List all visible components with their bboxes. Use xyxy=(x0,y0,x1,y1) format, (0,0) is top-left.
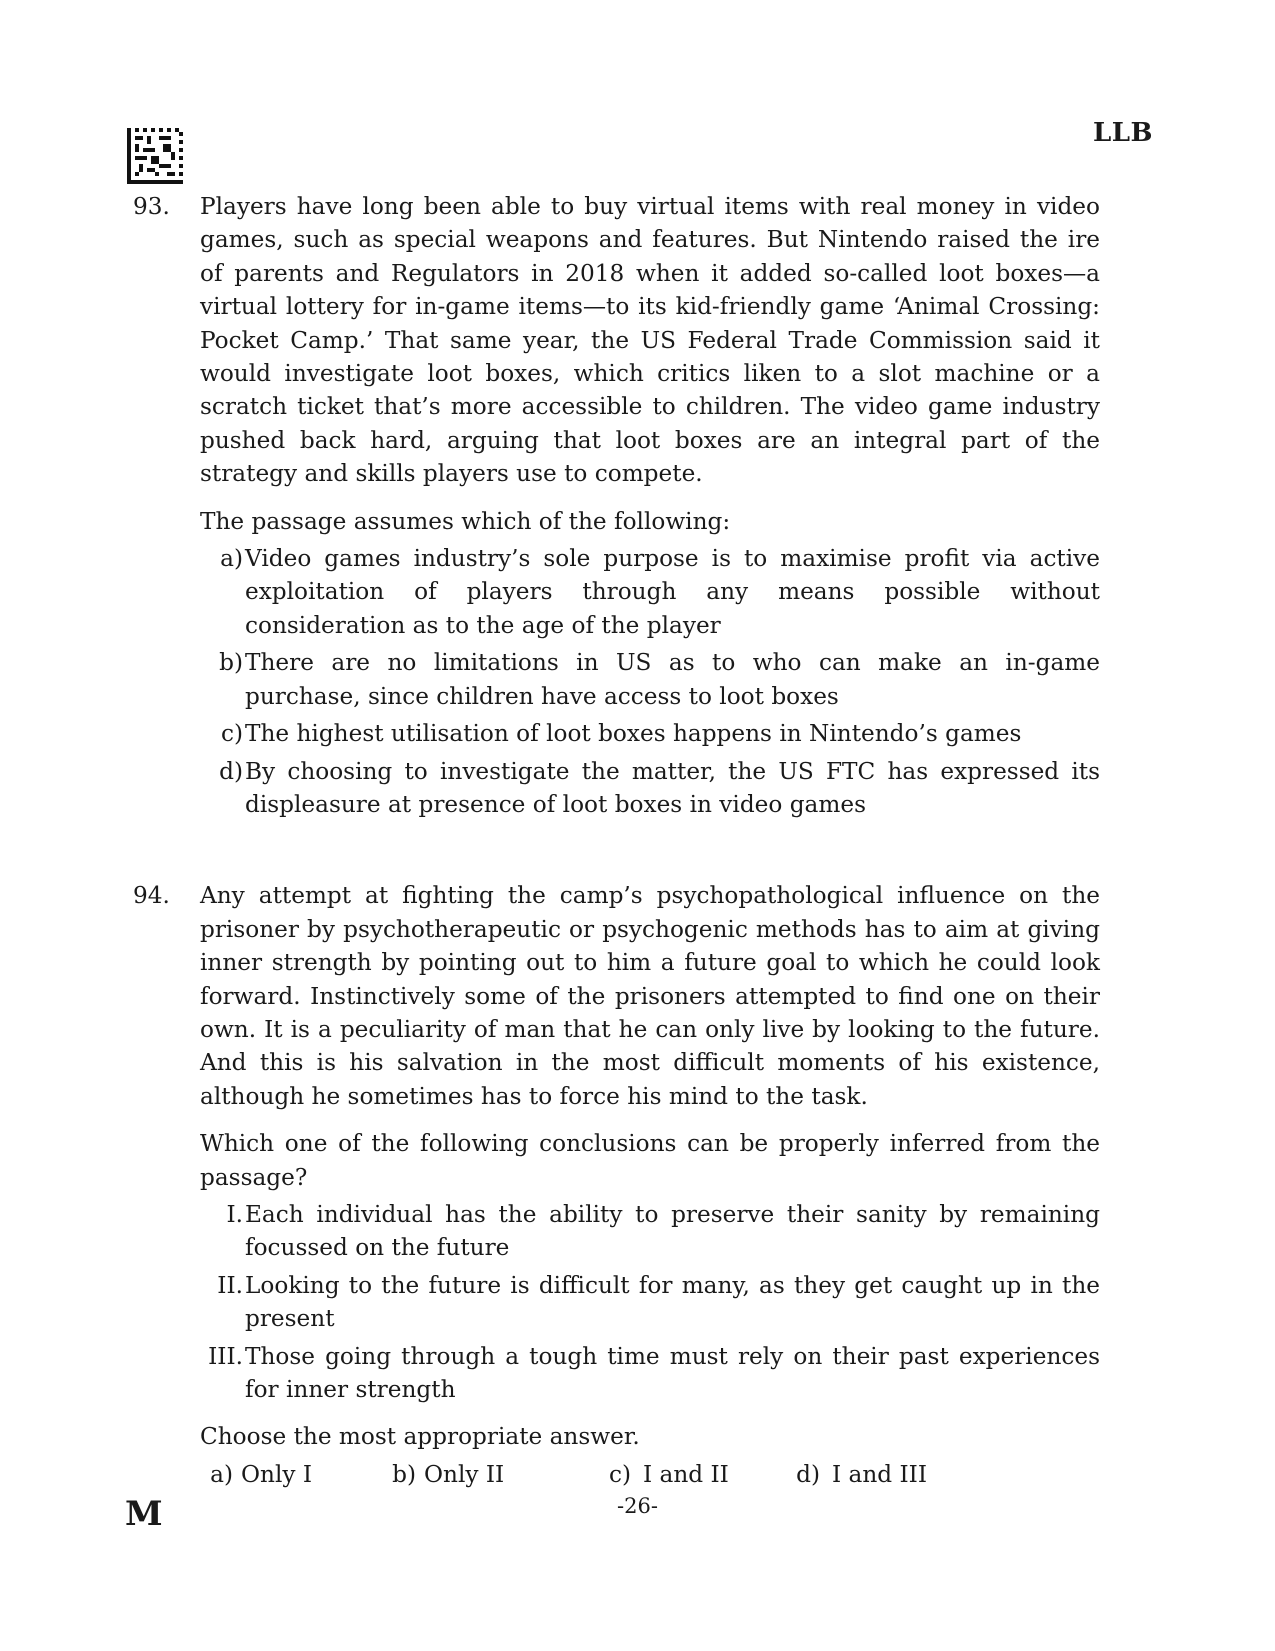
answer-d[interactable] xyxy=(787,1458,927,1491)
statement-text: Each individual has the ability to preserve their sanity by remaining focussed on the future xyxy=(245,1200,1100,1262)
option-label: b) xyxy=(219,649,243,677)
option-label: d) xyxy=(796,1460,820,1488)
paper-code: LLB xyxy=(1092,118,1153,148)
page-number: -26- xyxy=(617,1494,658,1518)
question-body xyxy=(200,190,1100,825)
option-a[interactable] xyxy=(200,542,1100,642)
question-body xyxy=(200,879,1100,1491)
option-text: I and II xyxy=(643,1460,729,1488)
question-content xyxy=(133,190,1103,1491)
option-list xyxy=(200,542,1100,821)
statement-text: Those going through a tough time must rely on their past experiences for inner strength xyxy=(245,1342,1100,1403)
statement-label: III. xyxy=(208,1342,243,1370)
series-code: M xyxy=(125,1494,163,1534)
option-text: I and III xyxy=(832,1460,927,1488)
option-label: a) xyxy=(210,1460,233,1488)
question-prompt: The passage assumes which of the following: xyxy=(200,507,731,535)
barcode-icon xyxy=(127,128,183,184)
option-text: By choosing to investigate the matter, the US FTC has expressed its displeasure at presence of loot boxes in video games xyxy=(245,757,1100,818)
answer-c[interactable] xyxy=(598,1458,787,1491)
statement-list xyxy=(200,1198,1100,1406)
option-text: Only I xyxy=(241,1460,312,1488)
option-text: Video games industry’s sole purpose is to maximise profit via active exploitation of players through any means possible without consideration as to the age of the player xyxy=(245,545,1100,639)
option-text: There are no limitations in US as to who can make an in-game purchase, since children have access to loot boxes xyxy=(245,649,1100,710)
question-93 xyxy=(133,190,1103,825)
option-label: b) xyxy=(392,1460,416,1488)
statement-1 xyxy=(200,1198,1100,1265)
statement-3 xyxy=(200,1340,1100,1407)
answer-instruction: Choose the most appropriate answer. xyxy=(200,1423,640,1451)
statement-label: II. xyxy=(217,1271,243,1299)
option-c[interactable] xyxy=(200,717,1100,750)
option-label: d) xyxy=(219,757,243,785)
answer-b[interactable] xyxy=(383,1458,598,1491)
statement-2 xyxy=(200,1269,1100,1336)
option-text: The highest utilisation of loot boxes happens in Nintendo’s games xyxy=(245,720,1022,748)
question-passage: Any attempt at fighting the camp’s psychopathological influence on the prisoner by psychotherapeutic or psychogenic methods has to aim at giving inner strength by pointing out to him a future goal to which he could look forward. Instinctively some of the prisoners attempted to find one on their own. It is a peculiarity of man that he can only live by looking to the future. And this is his salvation in the most difficult moments of his existence, although he sometimes has to force his mind to the task. xyxy=(200,882,1100,1110)
question-number: 93. xyxy=(133,193,170,220)
option-label: c) xyxy=(608,1460,631,1488)
option-b[interactable] xyxy=(200,646,1100,713)
question-94 xyxy=(133,879,1103,1491)
option-d[interactable] xyxy=(200,755,1100,822)
answer-a[interactable] xyxy=(200,1458,383,1491)
statement-text: Looking to the future is difficult for many, as they get caught up in the present xyxy=(245,1271,1100,1333)
option-label: c) xyxy=(220,720,243,748)
question-number: 94. xyxy=(133,882,170,910)
statement-label: I. xyxy=(226,1200,243,1228)
option-text: Only II xyxy=(424,1460,505,1488)
option-label: a) xyxy=(220,545,243,573)
question-prompt: Which one of the following conclusions can be properly inferred from the passage? xyxy=(200,1130,1100,1191)
answer-options xyxy=(200,1458,1100,1491)
question-passage: Players have long been able to buy virtual items with real money in video games, such as special weapons and features. But Nintendo raised the ire of parents and Regulators in 2018 when it added so-called loot boxes—a virtual lottery for in-game items—to its kid-friendly game ‘Animal Crossing: Pocket Camp.’ That same year, the US Federal Trade Commission said it would investigate loot boxes, which critics liken to a slot machine or a scratch ticket that’s more accessible to children. The video game industry pushed back hard, arguing that loot boxes are an integral part of the strategy and skills players use to compete. xyxy=(200,193,1100,488)
